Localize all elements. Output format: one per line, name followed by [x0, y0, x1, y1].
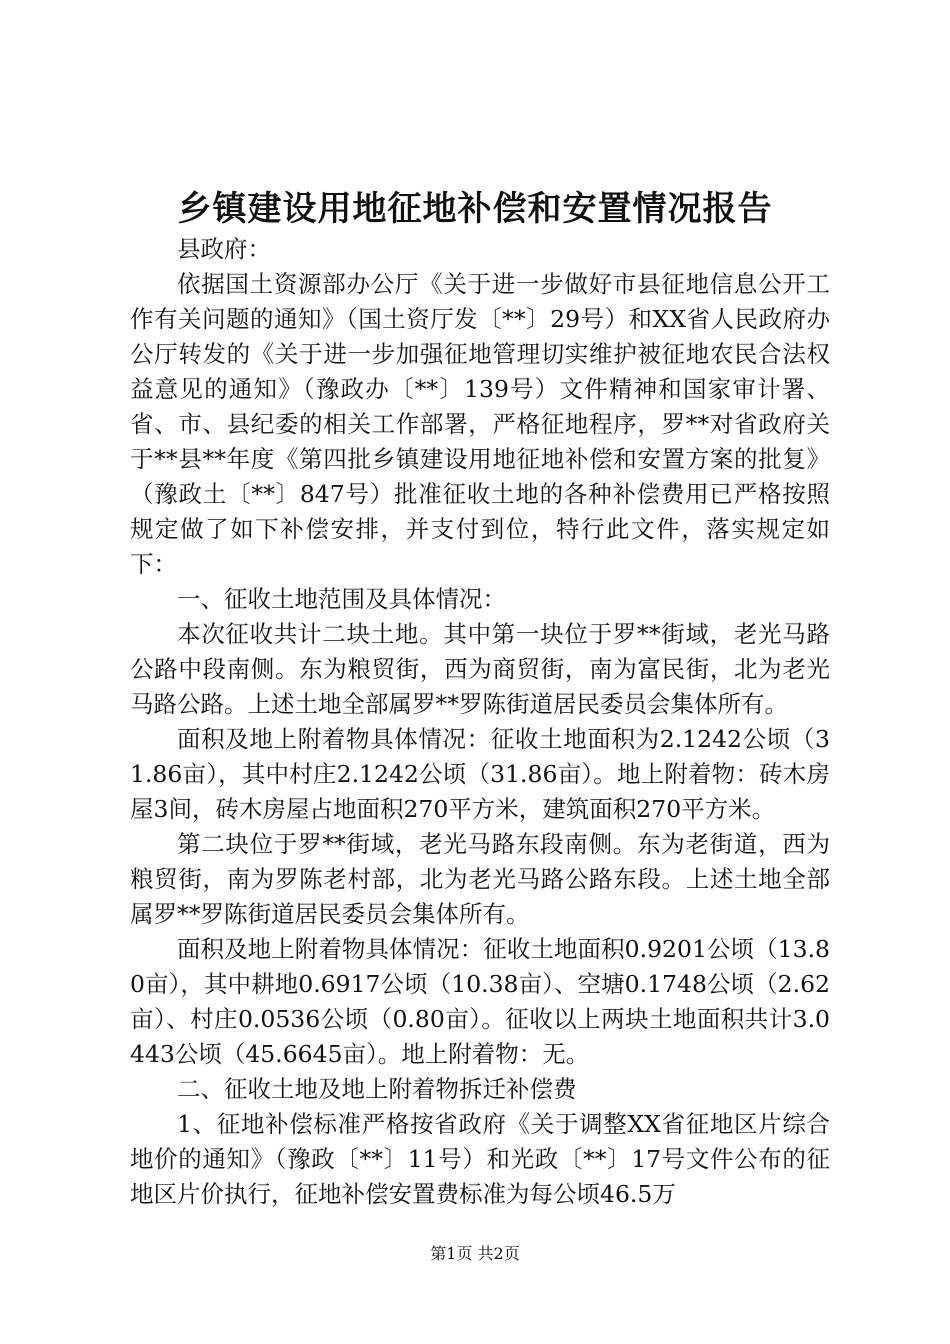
document-body	[130, 232, 830, 1212]
paragraph-intro: 依据国土资源部办公厅《关于进一步做好市县征地信息公开工作有关问题的通知》（国土资厅发〔**〕29号）和XX省人民政府办公厅转发的《关于进一步加强征地管理切实维护被征地农民合法权益意见的通知》（豫政办〔**〕139号）文件精神和国家审计署、省、市、县纪委的相关工作部署，严格征地程序，罗**对省政府关于**县**年度《第四批乡镇建设用地征地补偿和安置方案的批复》（豫政土〔**〕847号）批准征收土地的各种补偿费用已严格按照规定做了如下补偿安排，并支付到位，特行此文件，落实规定如下：	[130, 270, 830, 578]
paragraph-plot-2: 第二块位于罗**街域，老光马路东段南侧。东为老街道，西为粮贸街，南为罗陈老村部，北为老光马路公路东段。上述土地全部属罗**罗陈街道居民委员会集体所有。	[130, 830, 830, 928]
page-footer: 第1页 共2页	[430, 1244, 520, 1263]
paragraph-plot-1-area: 面积及地上附着物具体情况：征收土地面积为2.1242公顷（31.86亩），其中村庄2.1242公顷（31.86亩）。地上附着物：砖木房屋3间，砖木房屋占地面积270平方米，建筑面积270平方米。	[130, 725, 830, 823]
paragraph-compensation-standard: 1、征地补偿标准严格按省政府《关于调整XX省征地区片综合地价的通知》（豫政〔**〕11号）和光政〔**〕17号文件公布的征地区片价执行，征地补偿安置费标准为每公顷46.5万	[130, 1110, 830, 1208]
salutation: 县政府：	[177, 235, 271, 263]
paragraph-plot-2-area: 面积及地上附着物具体情况：征收土地面积0.9201公顷（13.80亩），其中耕地0.6917公顷（10.38亩）、空塘0.1748公顷（2.62亩）、村庄0.0536公顷（0.80亩）。征收以上两块土地面积共计3.0443公顷（45.6645亩）。地上附着物：无。	[130, 935, 830, 1068]
page-title: 乡镇建设用地征地补偿和安置情况报告	[177, 189, 773, 229]
section-heading-1: 一、征收土地范围及具体情况：	[177, 585, 506, 613]
paragraph-plot-1: 本次征收共计二块土地。其中第一块位于罗**街域，老光马路公路中段南侧。东为粮贸街，西为商贸街，南为富民街，北为老光马路公路。上述土地全部属罗**罗陈街道居民委员会集体所有。	[130, 620, 830, 718]
section-heading-2: 二、征收土地及地上附着物拆迁补偿费	[177, 1075, 577, 1103]
